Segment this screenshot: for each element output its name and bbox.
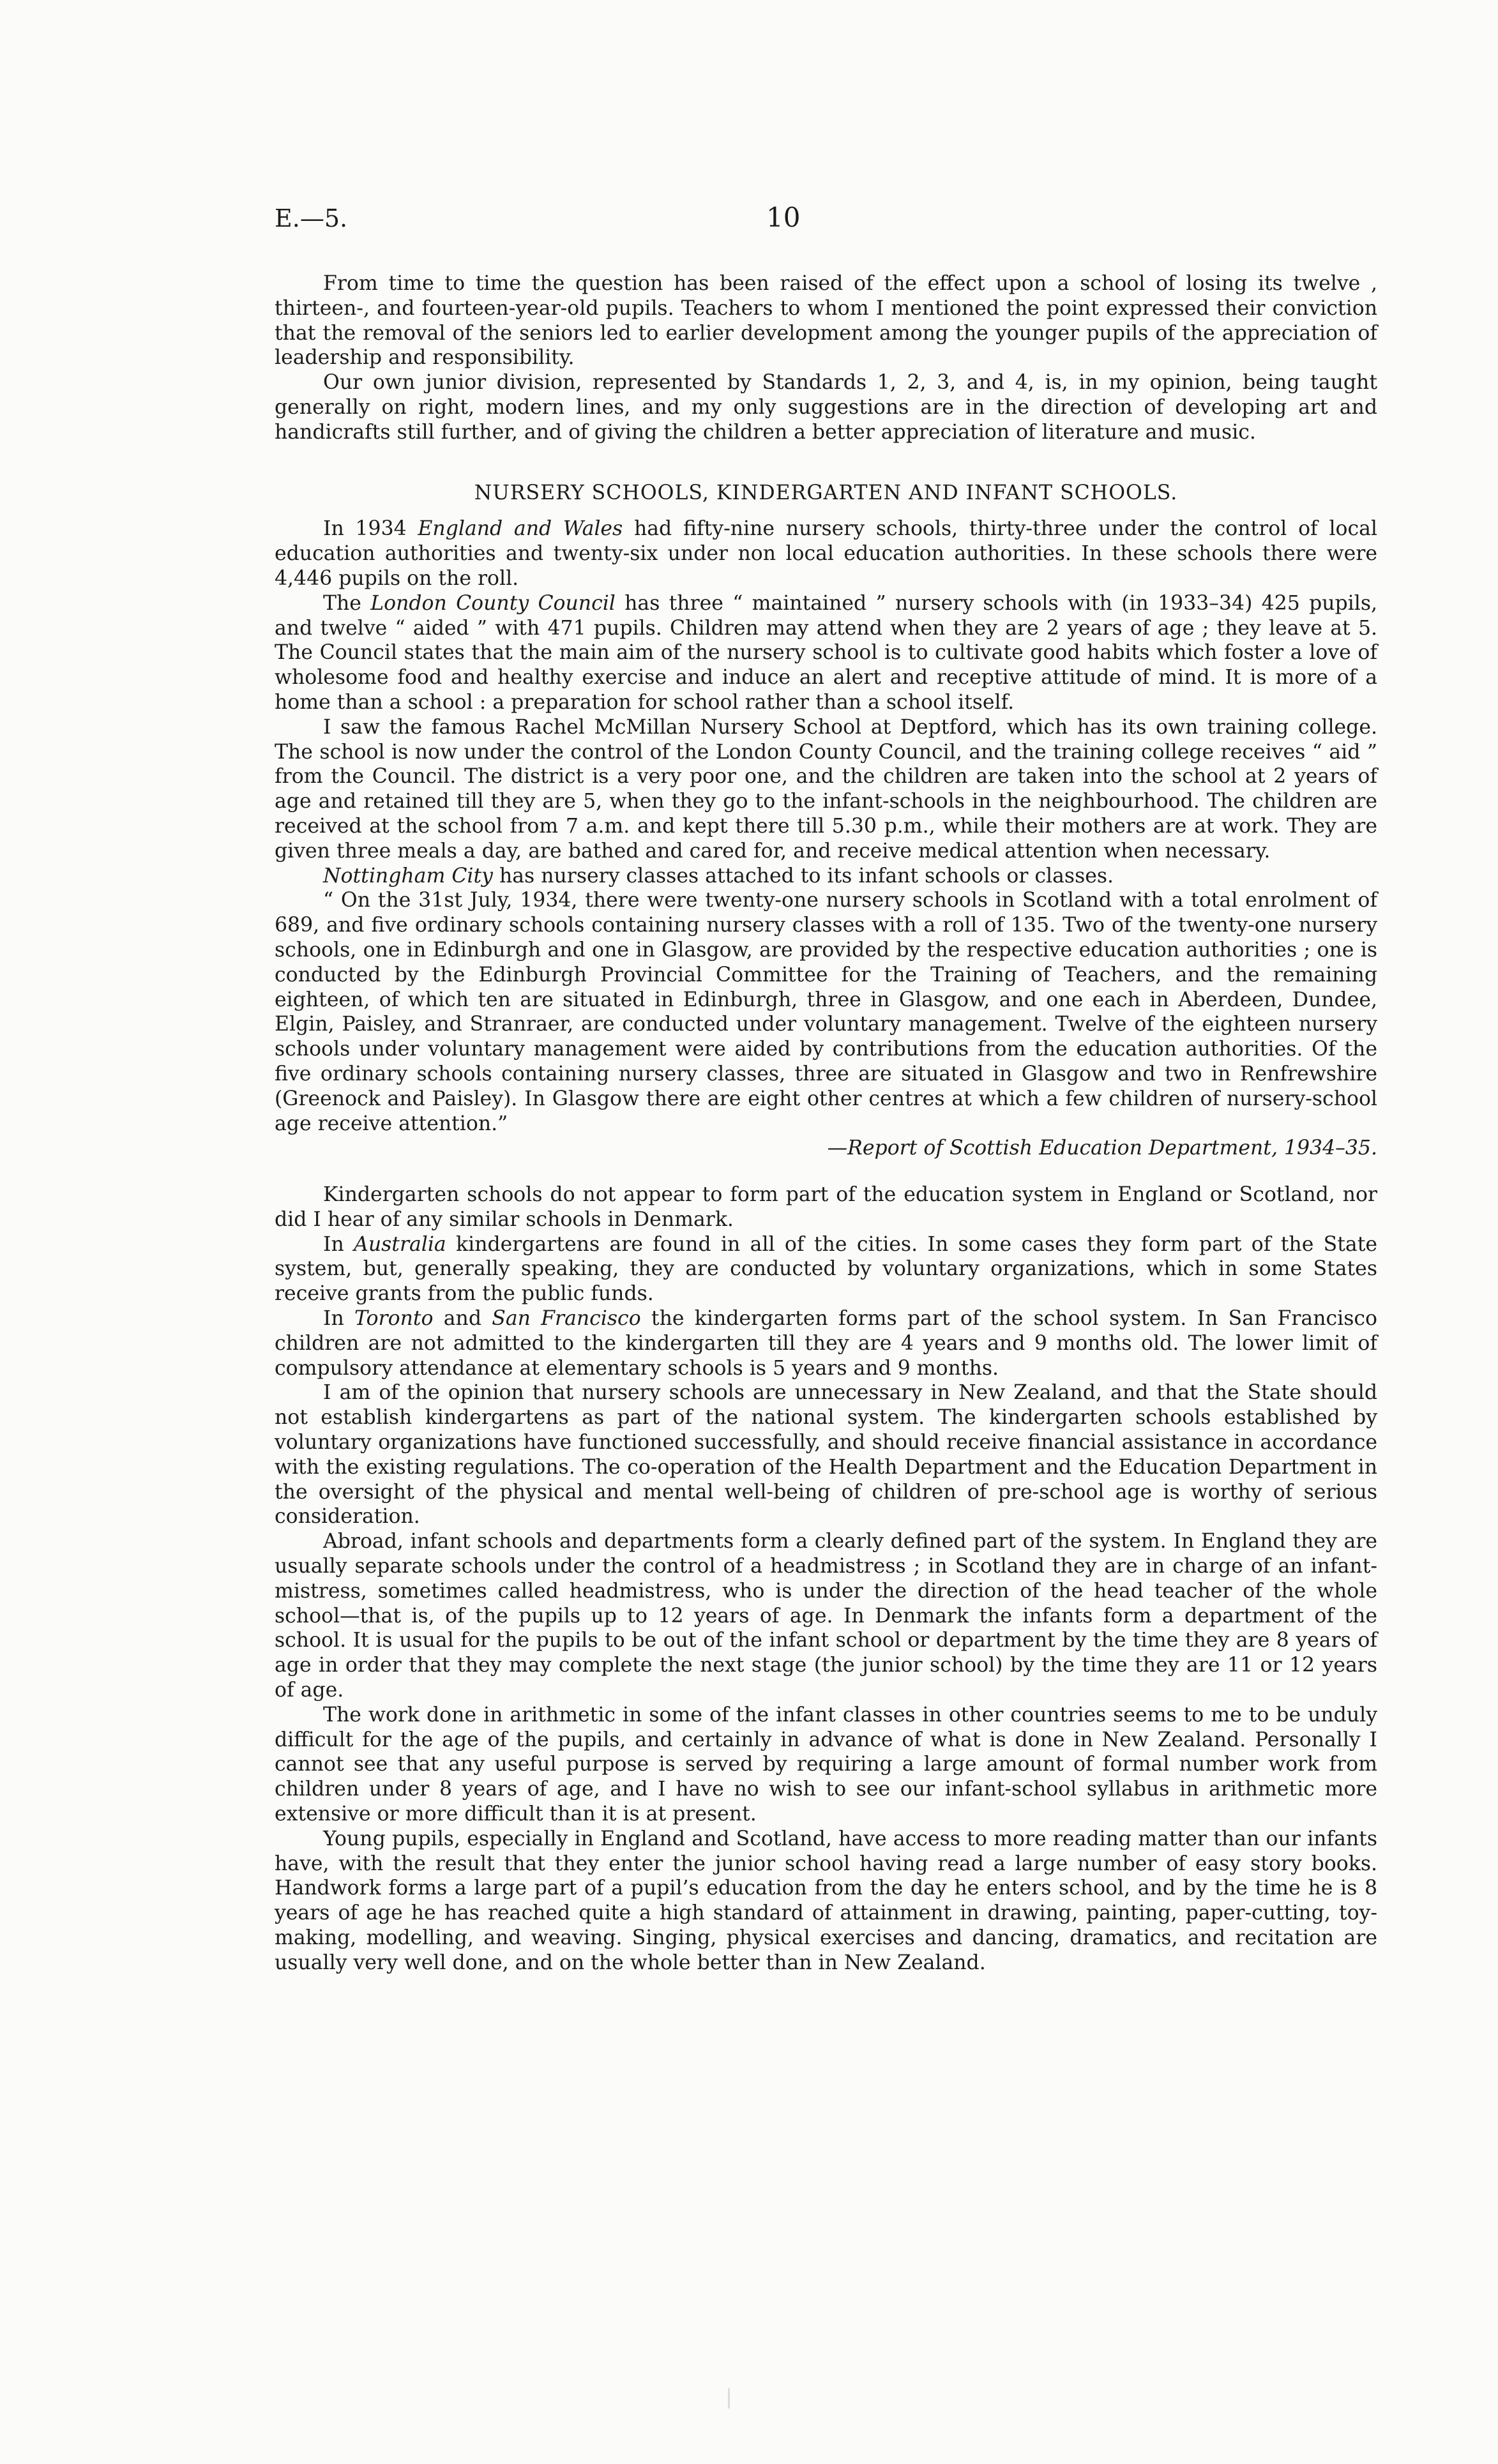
scottish-report-quote: “ On the 31st July, 1934, there were twenty-one nursery schools in Scotland with a total enrolment of 689, and five ordinary schools containing nursery classes with a roll of 135. Two of the twenty-one nursery schools, one in Edinburgh and one in Glasgow, are provided by the respective education authorities ; one is conducted by the Edinburgh Provincial Committee for the Training of Teachers, and the remaining eighteen, of which ten are situated in Edinburgh, three in Glasgow, and one each in Aberdeen, Dundee, Elgin, Paisley, and Stranraer, are conducted under voluntary management. Twelve of the eighteen nursery schools under voluntary management were aided by contributions from the education authorities. Of the five ordinary schools containing nursery classes, three are situated in Glasgow and two in Renfrewshire (Greenock and Paisley). In Glasgow there are eight other centres at which a few children of nursery-school age receive attention.” <box>275 889 1377 1135</box>
paragraph-opinion: I am of the opinion that nursery schools are unnecessary in New Zealand, and that the State should not establish kindergartens as part of the national system. The kindergarten schools established by voluntary organizations have functioned successfully, and should receive financial assistance in accordance with the existing regulations. The co-operation of the Health Department and the Education Department in the oversight of the physical and mental well-being of children of pre-school age is worthy of serious consideration. <box>275 1381 1377 1529</box>
paragraph-young-pupils: Young pupils, especially in England and Scotland, have access to more reading matter than our infants have, with the result that they enter the junior school having read a large number of easy story books. Handwork forms a large part of a pupil’s education from the day he enters school, and by the time he is 8 years of age he has reached quite a high standard of attainment in drawing, painting, paper-cutting, toy-making, modelling, and weaving. Singing, physical exercises and dancing, dramatics, and recitation are usually very well done, and on the whole better than in New Zealand. <box>275 1827 1377 1974</box>
paragraph-rachel-mcmillan: I saw the famous Rachel McMillan Nursery School at Deptford, which has its own training college. The school is now under the control of the London County Council, and the training college receives “ aid ” from the Council. The district is a very poor one, and the children are taken into the school at 2 years of age and retained till they are 5, when they go to the infant-schools in the neighbourhood. The children are received at the school from 7 a.m. and kept there till 5.30 p.m., while their mothers are at work. They are given three meals a day, are bathed and cared for, and receive medical attention when necessary. <box>275 715 1377 863</box>
paragraph-australia: In Australia kindergartens are found in all of the cities. In some cases they form part of the State system, but, generally speaking, they are conducted by voluntary organizations, which in some States receive grants from the public funds. <box>275 1232 1377 1306</box>
quote-source: —Report of Scottish Education Department, 1934–35. <box>827 1137 1377 1160</box>
paragraph-toronto-san-francisco: In Toronto and San Francisco the kindergarten forms part of the school system. In San Francisco children are not admitted to the kindergarten till they are 4 years and 9 months old. The lower limit of compulsory attendance at elementary schools is 5 years and 9 months. <box>275 1307 1377 1380</box>
page-header <box>275 204 1360 243</box>
paragraph-senior-pupils: From time to time the question has been raised of the effect upon a school of losing its twelve , thirteen-, and fourteen-year-old pupils. Teachers to whom I mentioned the point expressed their conviction that the removal of the seniors led to earlier development among the younger pupils of the appreciation of leadership and responsibility. <box>275 272 1377 370</box>
paragraph-england-wales: In 1934 England and Wales had fifty-nine nursery schools, thirty-three under the control of local education authorities and twenty-six under non local education authorities. In these schools there were 4,446 pupils on the roll. <box>275 517 1377 590</box>
body-text <box>275 271 1377 1976</box>
document-reference: E.—5. <box>275 204 348 232</box>
scan-mark <box>728 2388 730 2408</box>
paragraph-nottingham: Nottingham City has nursery classes attached to its infant schools or classes. <box>323 864 1114 888</box>
paragraph-arithmetic: The work done in arithmetic in some of the infant classes in other countries seems to me to be unduly difficult for the age of the pupils, and certainly in advance of what is done in New Zealand. Personally I cannot see that any useful purpose is served by requiring a large amount of formal number work from children under 8 years of age, and I have no wish to see our infant-school syllabus in arithmetic more extensive or more difficult than it is at present. <box>275 1703 1377 1826</box>
page-number: 10 <box>766 202 801 233</box>
paragraph-abroad: Abroad, infant schools and departments form a clearly defined part of the system. In England they are usually separate schools under the control of a headmistress ; in Scotland they are in charge of an infant-mistress, sometimes called headmistress, who is under the direction of the head teacher of the whole school—that is, of the pupils up to 12 years of age. In Denmark the infants form a department of the school. It is usual for the pupils to be out of the infant school or department by the time they are 8 years of age in order that they may complete the next stage (the junior school) by the time they are 11 or 12 years of age. <box>275 1530 1377 1702</box>
paragraph-junior-division: Our own junior division, represented by Standards 1, 2, 3, and 4, is, in my opinion, being taught generally on right, modern lines, and my only suggestions are in the direction of developing art and handicrafts still further, and of giving the children a better appreciation of literature and music. <box>275 371 1377 444</box>
section-heading: NURSERY SCHOOLS, KINDERGARTEN AND INFANT SCHOOLS. <box>474 481 1178 504</box>
paragraph-london-county-council: The London County Council has three “ maintained ” nursery schools with (in 1933–34) 425 pupils, and twelve “ aided ” with 471 pupils. Children may attend when they are 2 years of age ; they leave at 5. The Council states that the main aim of the nursery school is to cultivate good habits which foster a love of wholesome food and healthy exercise and induce an alert and receptive attitude of mind. It is more of a home than a school : a preparation for school rather than a school itself. <box>275 591 1378 714</box>
paragraph-kindergarten: Kindergarten schools do not appear to form part of the education system in England or Scotland, nor did I hear of any similar schools in Denmark. <box>275 1183 1377 1231</box>
